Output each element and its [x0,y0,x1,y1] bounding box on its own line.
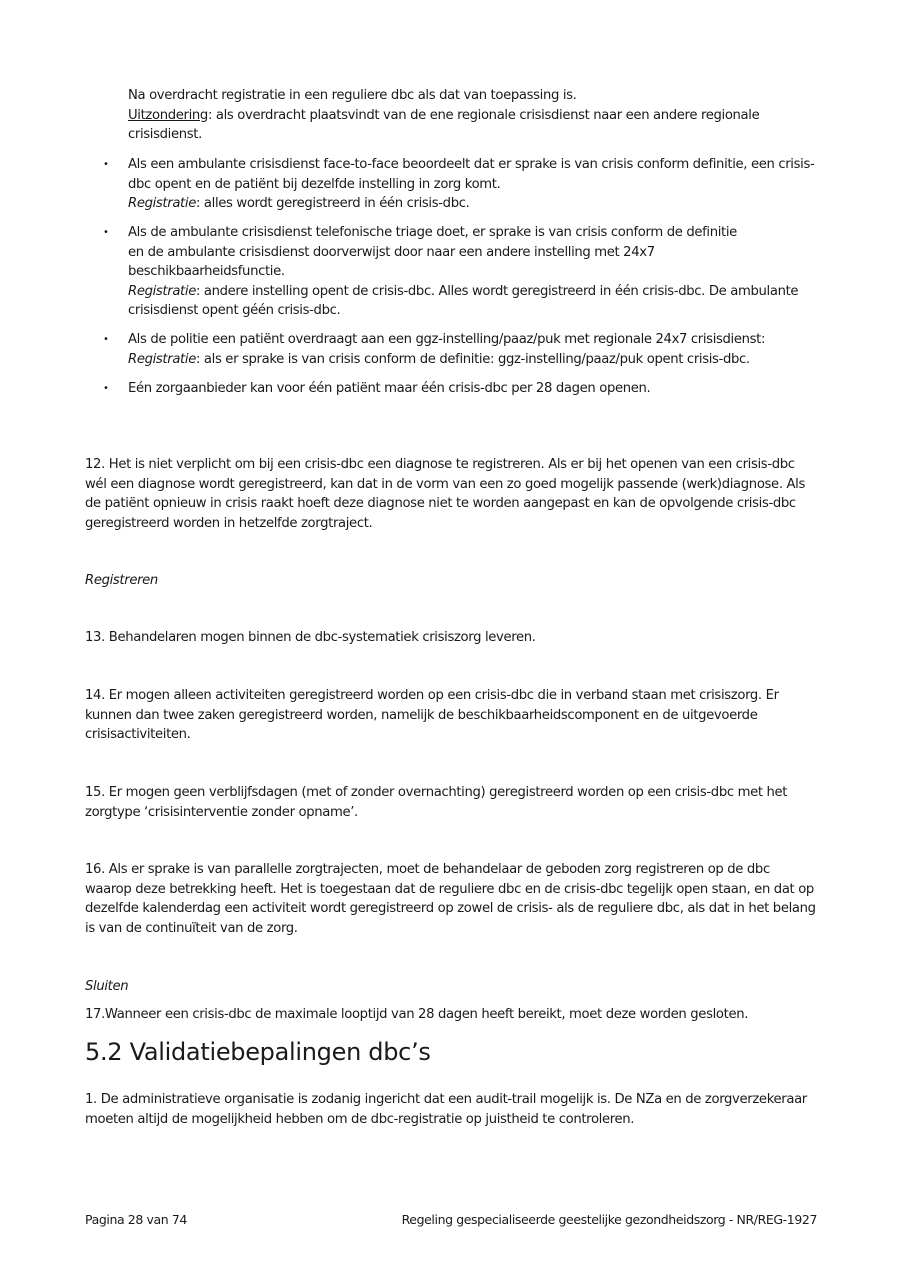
footer-document-title: Regeling gespecialiseerde geestelijke gezondheidszorg - NR/REG-1927 [401,1212,817,1227]
bullet-icon: • [103,159,109,170]
bullet-text: Als de ambulante crisisdienst telefonische triage doet, er sprake is van crisis conform de definitie en de ambulante crisisdienst doorverwijst door naar een andere instelling met 24x7 beschikbaarheidsfunctie. [128,225,737,279]
paragraph-14: 14. Er mogen alleen activiteiten geregistreerd worden op een crisis-dbc die in verband staan met crisiszorg. Er kunnen dan twee zaken geregistreerd worden, namelijk de beschikbaarheidscomponent en de uitgevoerde crisisactiviteiten. [85,688,779,742]
bullet-text: Als de politie een patiënt overdraagt aan een ggz-instelling/paaz/puk met regionale 24x7 crisisdienst: [128,332,766,347]
subheading-sluiten: Sluiten [85,979,129,994]
registration-label: Registratie [128,283,196,299]
paragraph-12: 12. Het is niet verplicht om bij een crisis-dbc een diagnose te registreren. Als er bij het openen van een crisis-dbc wél een diagnose wordt geregistreerd, kan dat in de vorm van een zo goed mogelijk passende (werk)diagnose. Als de patiënt opnieuw in crisis raakt hoeft deze diagnose niet te worden aangepast en kan de opvolgende crisis-dbc geregistreerd worden in hetzelfde zorgtraject. [85,457,806,531]
bullet-text: Als een ambulante crisisdienst face-to-face beoordeelt dat er sprake is van crisis conform definitie, een crisis-dbc opent en de patiënt bij dezelfde instelling in zorg komt. [128,157,815,192]
bullet-text: Eén zorgaanbieder kan voor één patiënt maar één crisis-dbc per 28 dagen openen. [128,381,651,396]
section-paragraph-1: 1. De administratieve organisatie is zodanig ingericht dat een audit-trail mogelijk is. De NZa en de zorgverzekeraar moeten altijd de mogelijkheid hebben om de dbc-registratie op juistheid te controleren. [85,1092,807,1127]
registration-text: : andere instelling opent de crisis-dbc. Alles wordt geregistreerd in één crisis-dbc. De ambulante crisisdienst opent géén crisis-dbc. [128,283,799,318]
registration-line [128,194,818,214]
paragraph-16: 16. Als er sprake is van parallelle zorgtrajecten, moet de behandelaar de geboden zorg registreren op de dbc waarop deze betrekking heeft. Het is toegestaan dat de reguliere dbc en de crisis-dbc tegelijk open staan, en dat op dezelfde kalenderdag een activiteit wordt geregistreerd op zowel de crisis- als de reguliere dbc, als dat in het belang is van de continuïteit van de zorg. [85,862,816,936]
registration-line [128,350,818,370]
bullet-icon: • [103,383,109,394]
paragraph-17: 17.Wanneer een crisis-dbc de maximale looptijd van 28 dagen heeft bereikt, moet deze worden gesloten. [85,1007,749,1022]
paragraph-15: 15. Er mogen geen verblijfsdagen (met of zonder overnachting) geregistreerd worden op een crisis-dbc met het zorgtype ‘crisisinterventie zonder opname’. [85,785,788,820]
registration-line [128,282,818,321]
bullet-icon: • [103,227,109,238]
intro-block [128,86,818,145]
subheading-registreren: Registreren [85,573,158,588]
bullet-item-1 [103,155,818,214]
bullet-icon: • [103,334,109,345]
bullet-item-3 [103,330,818,369]
registration-text: : alles wordt geregistreerd in één crisis-dbc. [195,196,470,211]
intro-line: Na overdracht registratie in een reguliere dbc als dat van toepassing is. [128,88,577,103]
section-heading: 5.2 Validatiebepalingen dbc’s [85,1038,431,1066]
bullet-item-2 [103,223,818,321]
footer-page-number: Pagina 28 van 74 [85,1212,187,1227]
registration-label: Registratie [128,196,196,211]
registration-label: Registratie [128,351,196,367]
registration-text: : als er sprake is van crisis conform de definitie: ggz-instelling/paaz/puk opent crisis-dbc. [195,351,750,367]
exception-label: Uitzondering [128,107,208,123]
paragraph-13: 13. Behandelaren mogen binnen de dbc-systematiek crisiszorg leveren. [85,630,536,645]
exception-text: : als overdracht plaatsvindt van de ene regionale crisisdienst naar een andere regionale crisisdienst. [128,107,760,142]
bullet-item-4 [103,379,818,399]
exception-line [128,106,818,145]
